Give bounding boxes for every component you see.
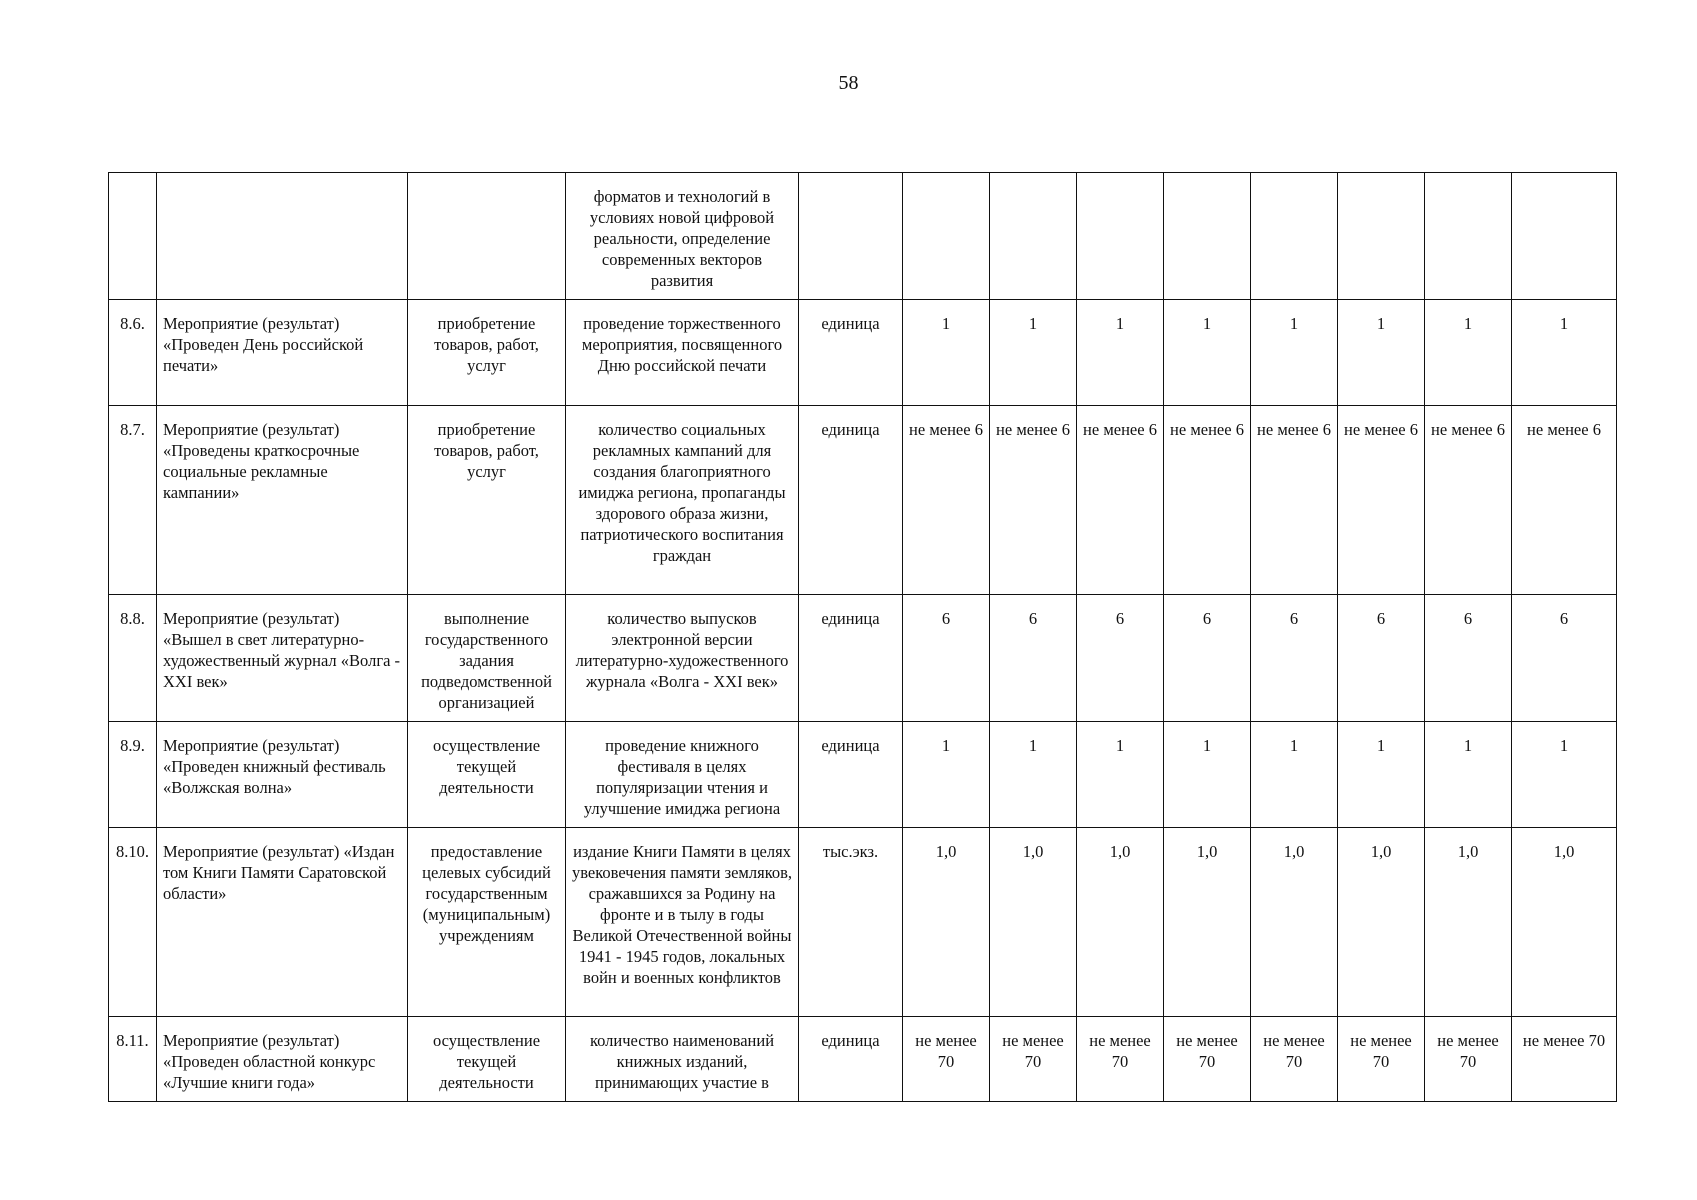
value-cell-5: 1 bbox=[1251, 300, 1338, 406]
unit-cell bbox=[799, 173, 903, 300]
value-cell-1: 6 bbox=[903, 595, 990, 722]
indicator-cell: количество выпусков электронной версии литературно-художественного журнала «Волга - XXI век» bbox=[566, 595, 799, 722]
table-row bbox=[109, 828, 1617, 1017]
value-cell-3: 1 bbox=[1077, 300, 1164, 406]
value-cell-5: не менее 6 bbox=[1251, 406, 1338, 595]
value-cell-5 bbox=[1251, 173, 1338, 300]
indicator-cell: проведение книжного фестиваля в целях популяризации чтения и улучшение имиджа региона bbox=[566, 722, 799, 828]
measure-type-cell: предоставление целевых субсидий государственным (муниципальным) учреждениям bbox=[408, 828, 566, 1017]
measure-name-cell: Мероприятие (результат) «Проведены краткосрочные социальные рекламные кампании» bbox=[157, 406, 408, 595]
value-cell-2: 1,0 bbox=[990, 828, 1077, 1017]
table-row bbox=[109, 406, 1617, 595]
value-cell-1 bbox=[903, 173, 990, 300]
value-cell-4: 1,0 bbox=[1164, 828, 1251, 1017]
value-cell-5: 1,0 bbox=[1251, 828, 1338, 1017]
measure-name-cell bbox=[157, 173, 408, 300]
value-cell-2: 1 bbox=[990, 300, 1077, 406]
value-cell-7: 1 bbox=[1425, 722, 1512, 828]
value-cell-7: не менее 70 bbox=[1425, 1017, 1512, 1102]
table-row bbox=[109, 173, 1617, 300]
value-cell-6 bbox=[1338, 173, 1425, 300]
unit-cell: единица bbox=[799, 300, 903, 406]
measure-type-cell: осуществление текущей деятельности bbox=[408, 722, 566, 828]
value-cell-1: не менее 70 bbox=[903, 1017, 990, 1102]
value-cell-4: 1 bbox=[1164, 722, 1251, 828]
value-cell-1: 1 bbox=[903, 300, 990, 406]
value-cell-2 bbox=[990, 173, 1077, 300]
value-cell-1: не менее 6 bbox=[903, 406, 990, 595]
value-cell-8 bbox=[1512, 173, 1617, 300]
value-cell-4: 6 bbox=[1164, 595, 1251, 722]
measure-name-cell: Мероприятие (результат) «Вышел в свет литературно-художественный журнал «Волга - XXI век» bbox=[157, 595, 408, 722]
value-cell-6: не менее 6 bbox=[1338, 406, 1425, 595]
indicator-cell: количество социальных рекламных кампаний для создания благоприятного имиджа региона, пропаганды здорового образа жизни, патриотического воспитания граждан bbox=[566, 406, 799, 595]
table-row bbox=[109, 300, 1617, 406]
value-cell-3: 6 bbox=[1077, 595, 1164, 722]
table-body bbox=[109, 173, 1617, 1102]
unit-cell: тыс.экз. bbox=[799, 828, 903, 1017]
value-cell-4: 1 bbox=[1164, 300, 1251, 406]
measure-name-cell: Мероприятие (результат) «Проведен День российской печати» bbox=[157, 300, 408, 406]
indicator-cell: количество наименований книжных изданий, принимающих участие в bbox=[566, 1017, 799, 1102]
row-number-cell bbox=[109, 173, 157, 300]
value-cell-6: 1 bbox=[1338, 722, 1425, 828]
value-cell-3: 1,0 bbox=[1077, 828, 1164, 1017]
value-cell-4: не менее 6 bbox=[1164, 406, 1251, 595]
table-row bbox=[109, 1017, 1617, 1102]
measure-type-cell: осуществление текущей деятельности bbox=[408, 1017, 566, 1102]
value-cell-4: не менее 70 bbox=[1164, 1017, 1251, 1102]
value-cell-8: 1 bbox=[1512, 300, 1617, 406]
unit-cell: единица bbox=[799, 722, 903, 828]
value-cell-7 bbox=[1425, 173, 1512, 300]
page-number: 58 bbox=[838, 72, 859, 94]
indicator-cell: форматов и технологий в условиях новой цифровой реальности, определение современных векторов развития bbox=[566, 173, 799, 300]
value-cell-7: 1,0 bbox=[1425, 828, 1512, 1017]
value-cell-6: не менее 70 bbox=[1338, 1017, 1425, 1102]
measure-type-cell: выполнение государственного задания подведомственной организацией bbox=[408, 595, 566, 722]
indicator-cell: издание Книги Памяти в целях увековечения памяти земляков, сражавшихся за Родину на фронте и в тылу в годы Великой Отечественной войны 1941 - 1945 годов, локальных войн и военных конфликтов bbox=[566, 828, 799, 1017]
value-cell-1: 1 bbox=[903, 722, 990, 828]
value-cell-3 bbox=[1077, 173, 1164, 300]
value-cell-3: не менее 70 bbox=[1077, 1017, 1164, 1102]
value-cell-3: 1 bbox=[1077, 722, 1164, 828]
table-row bbox=[109, 595, 1617, 722]
row-number-cell: 8.11. bbox=[109, 1017, 157, 1102]
measure-name-cell: Мероприятие (результат) «Проведен областной конкурс «Лучшие книги года» bbox=[157, 1017, 408, 1102]
value-cell-6: 6 bbox=[1338, 595, 1425, 722]
row-number-cell: 8.9. bbox=[109, 722, 157, 828]
row-number-cell: 8.6. bbox=[109, 300, 157, 406]
value-cell-2: 1 bbox=[990, 722, 1077, 828]
row-number-cell: 8.7. bbox=[109, 406, 157, 595]
measure-type-cell: приобретение товаров, работ, услуг bbox=[408, 300, 566, 406]
value-cell-8: 1 bbox=[1512, 722, 1617, 828]
value-cell-1: 1,0 bbox=[903, 828, 990, 1017]
measure-type-cell: приобретение товаров, работ, услуг bbox=[408, 406, 566, 595]
measure-type-cell bbox=[408, 173, 566, 300]
value-cell-7: 1 bbox=[1425, 300, 1512, 406]
value-cell-8: не менее 6 bbox=[1512, 406, 1617, 595]
value-cell-2: 6 bbox=[990, 595, 1077, 722]
row-number-cell: 8.8. bbox=[109, 595, 157, 722]
value-cell-8: 1,0 bbox=[1512, 828, 1617, 1017]
value-cell-6: 1 bbox=[1338, 300, 1425, 406]
value-cell-5: 6 bbox=[1251, 595, 1338, 722]
indicator-cell: проведение торжественного мероприятия, посвященного Дню российской печати bbox=[566, 300, 799, 406]
value-cell-2: не менее 6 bbox=[990, 406, 1077, 595]
unit-cell: единица bbox=[799, 406, 903, 595]
value-cell-5: 1 bbox=[1251, 722, 1338, 828]
unit-cell: единица bbox=[799, 1017, 903, 1102]
row-number-cell: 8.10. bbox=[109, 828, 157, 1017]
value-cell-4 bbox=[1164, 173, 1251, 300]
unit-cell: единица bbox=[799, 595, 903, 722]
measure-name-cell: Мероприятие (результат) «Издан том Книги Памяти Саратовской области» bbox=[157, 828, 408, 1017]
table-row bbox=[109, 722, 1617, 828]
value-cell-6: 1,0 bbox=[1338, 828, 1425, 1017]
value-cell-8: 6 bbox=[1512, 595, 1617, 722]
value-cell-7: не менее 6 bbox=[1425, 406, 1512, 595]
value-cell-2: не менее 70 bbox=[990, 1017, 1077, 1102]
value-cell-8: не менее 70 bbox=[1512, 1017, 1617, 1102]
value-cell-3: не менее 6 bbox=[1077, 406, 1164, 595]
measure-name-cell: Мероприятие (результат) «Проведен книжный фестиваль «Волжская волна» bbox=[157, 722, 408, 828]
value-cell-7: 6 bbox=[1425, 595, 1512, 722]
value-cell-5: не менее 70 bbox=[1251, 1017, 1338, 1102]
measures-table bbox=[108, 172, 1617, 1102]
